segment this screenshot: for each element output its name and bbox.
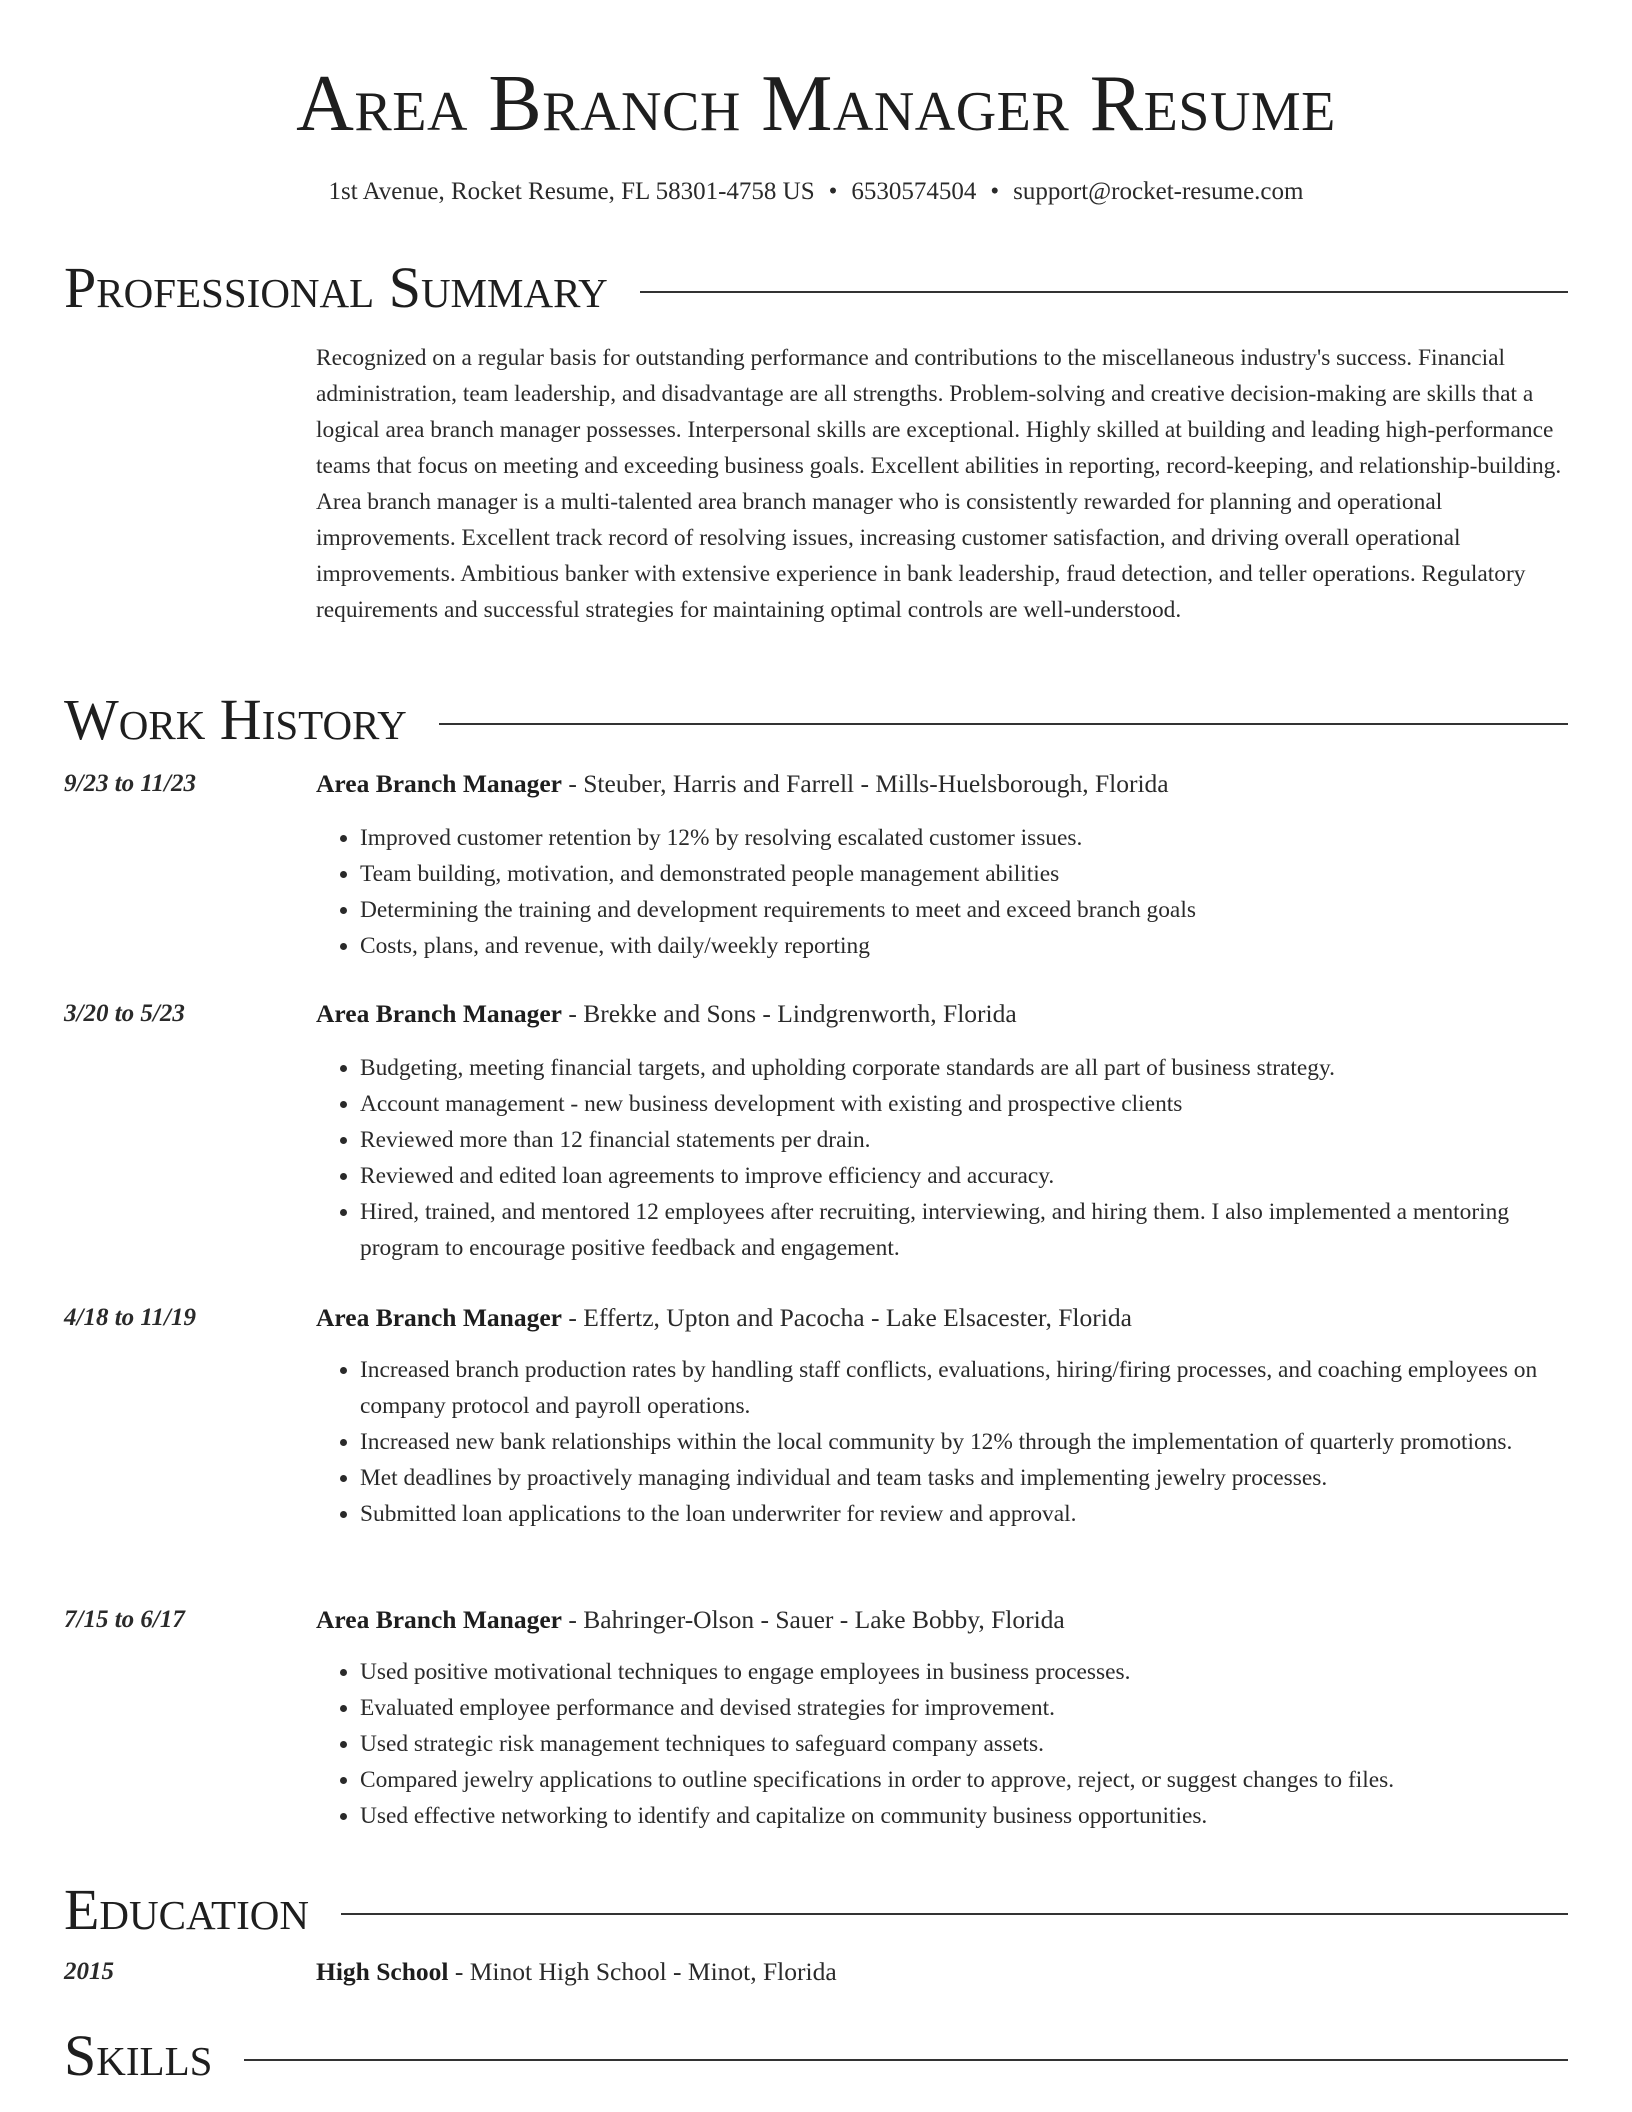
work-heading: Work History: [64, 687, 407, 752]
job-bullet: • Used positive motivational techniques to engage employees in business processes.: [360, 1654, 1572, 1690]
education-school: - Minot High School - Minot, Florida: [448, 1957, 837, 1986]
job-role: Area Branch Manager: [316, 769, 562, 798]
job-bullet: • Determining the training and development requirements to meet and exceed branch goals: [360, 892, 1572, 928]
education-heading: Education: [64, 1877, 309, 1942]
job-title-line: [316, 1300, 1132, 1336]
education-section-heading: [64, 1878, 1568, 1942]
work-section-heading: [64, 688, 1568, 752]
summary-text: Recognized on a regular basis for outstanding performance and contributions to the miscellaneous industry's success. Financial administration, team leadership, and disadvantage are all strengths. Problem-solving and creative decision-making are skills that a logical area branch manager possesses. Interpersonal skills are exceptional. Highly skilled at building and leading high-performance teams that focus on meeting and exceeding business goals. Excellent abilities in reporting, record-keeping, and relationship-building. Area branch manager is a multi-talented area branch manager who is consistently rewarded for planning and operational improvements. Excellent track record of resolving issues, increasing customer satisfaction, and driving overall operational improvements. Ambitious banker with extensive experience in bank leadership, fraud detection, and teller operations. Regulatory requirements and successful strategies for maintaining optimal controls are well-understood.: [316, 345, 1562, 623]
job-bullet: • Increased new bank relationships within the local community by 12% through the implementation of quarterly promotions.: [360, 1424, 1572, 1460]
contact-email: support@rocket-resume.com: [1013, 178, 1304, 205]
job-dates: 9/23 to 11/23: [64, 770, 196, 797]
job-bullet: • Submitted loan applications to the loan underwriter for review and approval.: [360, 1496, 1572, 1532]
education-degree: High School: [316, 1957, 449, 1986]
contact-address: 1st Avenue, Rocket Resume, FL 58301-4758 US: [328, 178, 815, 205]
job-bullet: • Reviewed and edited loan agreements to improve efficiency and accuracy.: [360, 1158, 1572, 1194]
job-bullets: [316, 1654, 1572, 1834]
job-bullets: [316, 820, 1572, 964]
education-line: [316, 1954, 837, 1990]
job-bullet: • Reviewed more than 12 financial statements per drain.: [360, 1122, 1572, 1158]
section-divider: [341, 1913, 1568, 1915]
job-bullet: • Used strategic risk management techniques to safeguard company assets.: [360, 1726, 1572, 1762]
job-bullet: • Improved customer retention by 12% by resolving escalated customer issues.: [360, 820, 1572, 856]
job-bullet: • Used effective networking to identify and capitalize on community business opportunities.: [360, 1798, 1572, 1834]
job-title-line: [316, 1602, 1065, 1638]
job-employer: - Steuber, Harris and Farrell - Mills-Huelsborough, Florida: [562, 769, 1169, 798]
job-bullet: • Account management - new business development with existing and prospective clients: [360, 1086, 1572, 1122]
job-title-line: [316, 766, 1169, 802]
job-role: Area Branch Manager: [316, 1605, 562, 1634]
summary-heading: Professional Summary: [64, 255, 608, 320]
job-bullet: • Hired, trained, and mentored 12 employees after recruiting, interviewing, and hiring them. I also implemented a mentoring program to encourage positive feedback and engagement.: [360, 1194, 1572, 1266]
job-bullets: [316, 1352, 1572, 1532]
section-divider: [244, 2059, 1568, 2061]
contact-phone: 6530574504: [851, 178, 977, 205]
job-role: Area Branch Manager: [316, 999, 562, 1028]
section-divider: [640, 291, 1568, 293]
contact-line: [0, 176, 1632, 208]
section-divider: [439, 723, 1568, 725]
contact-separator: •: [828, 178, 838, 205]
job-employer: - Effertz, Upton and Pacocha - Lake Elsacester, Florida: [562, 1303, 1132, 1332]
education-year: 2015: [64, 1958, 114, 1985]
job-bullet: • Costs, plans, and revenue, with daily/weekly reporting: [360, 928, 1572, 964]
job-dates: 3/20 to 5/23: [64, 1000, 185, 1027]
job-dates: 7/15 to 6/17: [64, 1606, 185, 1633]
job-title-line: [316, 996, 1017, 1032]
job-bullet: • Compared jewelry applications to outline specifications in order to approve, reject, or suggest changes to files.: [360, 1762, 1572, 1798]
job-role: Area Branch Manager: [316, 1303, 562, 1332]
job-employer: - Brekke and Sons - Lindgrenworth, Florida: [562, 999, 1017, 1028]
job-employer: - Bahringer-Olson - Sauer - Lake Bobby, Florida: [562, 1605, 1065, 1634]
page-title: Area Branch Manager Resume: [296, 60, 1336, 148]
job-bullets: [316, 1050, 1572, 1266]
job-bullet: • Team building, motivation, and demonstrated people management abilities: [360, 856, 1572, 892]
contact-separator: •: [990, 178, 1000, 205]
skills-section-heading: [64, 2024, 1568, 2088]
job-bullet: • Increased branch production rates by handling staff conflicts, evaluations, hiring/firing processes, and coaching employees on company protocol and payroll operations.: [360, 1352, 1572, 1424]
job-dates: 4/18 to 11/19: [64, 1304, 196, 1331]
summary-section-heading: [64, 256, 1568, 320]
job-bullet: • Evaluated employee performance and devised strategies for improvement.: [360, 1690, 1572, 1726]
skills-heading: Skills: [64, 2023, 213, 2088]
job-bullet: • Met deadlines by proactively managing individual and team tasks and implementing jewelry processes.: [360, 1460, 1572, 1496]
job-bullet: • Budgeting, meeting financial targets, and upholding corporate standards are all part of business strategy.: [360, 1050, 1572, 1086]
